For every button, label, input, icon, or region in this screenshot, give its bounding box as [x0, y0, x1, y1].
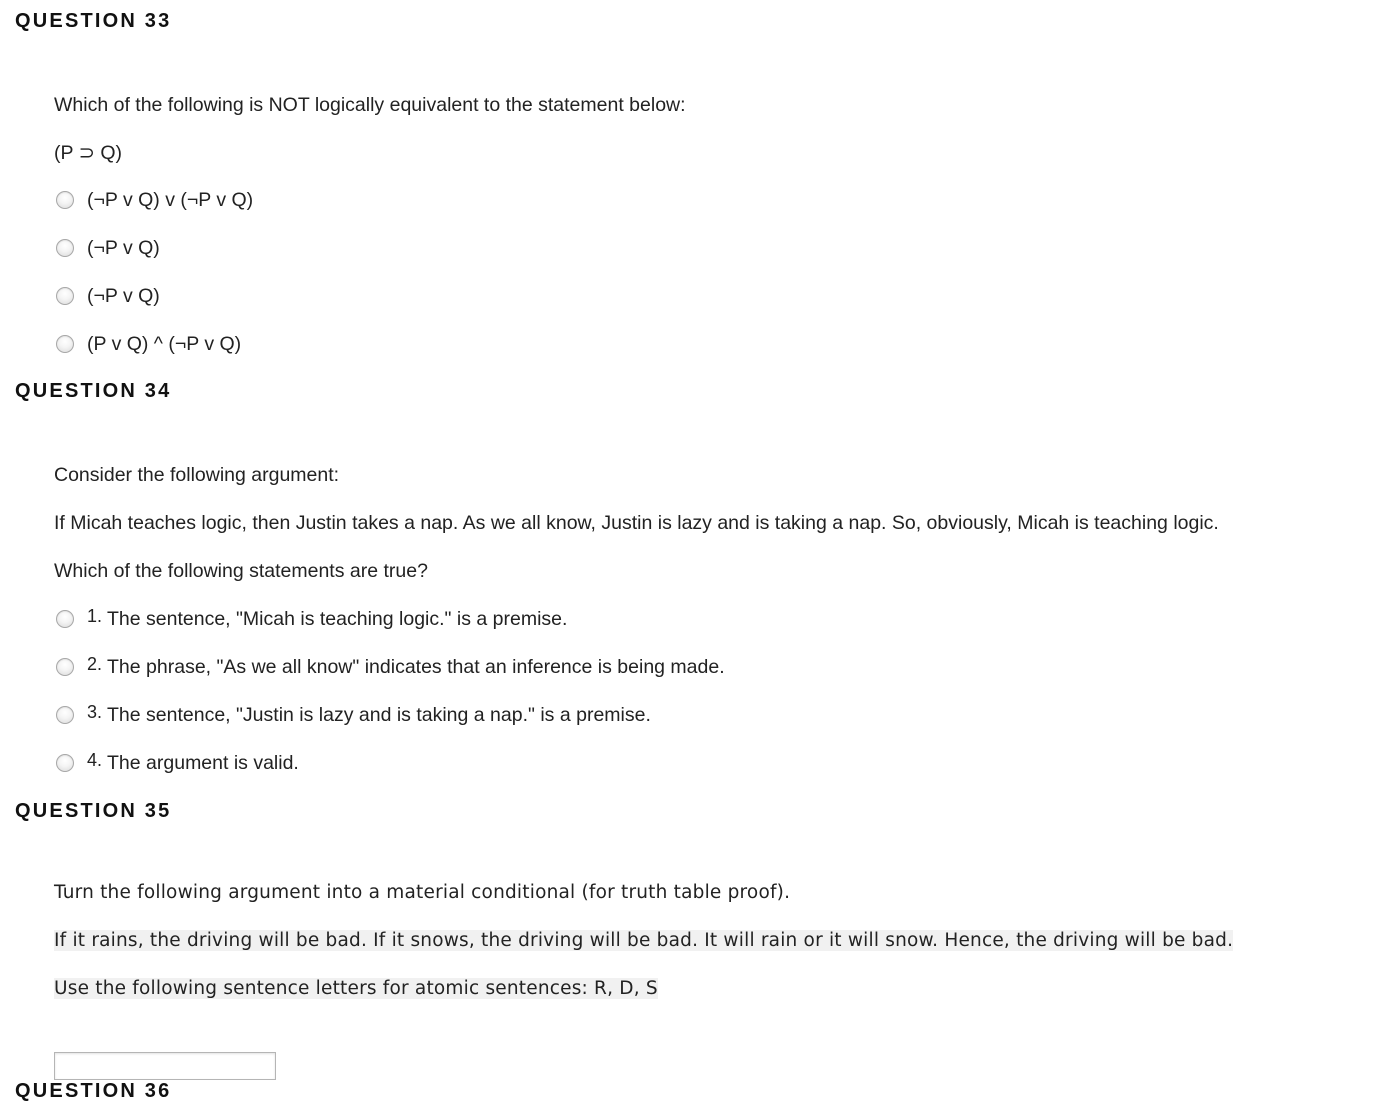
- question-34-option-2[interactable]: [56, 653, 725, 681]
- question-33-option-1[interactable]: [56, 186, 253, 214]
- question-34-intro: Consider the following argument:: [54, 464, 340, 486]
- option-number: 4.: [87, 749, 103, 770]
- question-34-option-3[interactable]: [56, 701, 651, 729]
- radio-button[interactable]: [56, 239, 74, 257]
- option-label: The argument is valid.: [107, 751, 299, 774]
- question-33-option-3[interactable]: [56, 282, 160, 310]
- radio-button[interactable]: [56, 610, 74, 628]
- question-36-heading: QUESTION 36: [15, 1080, 172, 1102]
- question-33-option-2[interactable]: [56, 234, 160, 262]
- option-label: The phrase, "As we all know" indicates that an inference is being made.: [107, 655, 725, 678]
- option-label: (P v Q) ^ (¬P v Q): [87, 332, 242, 355]
- option-label: (¬P v Q): [87, 236, 160, 259]
- option-label: (¬P v Q): [87, 284, 160, 307]
- radio-button[interactable]: [56, 287, 74, 305]
- instruction-text: Use the following sentence letters for atomic sentences: R, D, S: [54, 978, 658, 999]
- question-34-option-4[interactable]: [56, 749, 299, 777]
- question-34-option-1[interactable]: [56, 605, 567, 633]
- radio-button[interactable]: [56, 706, 74, 724]
- radio-button[interactable]: [56, 335, 74, 353]
- question-33-prompt: Which of the following is NOT logically equivalent to the statement below:: [54, 94, 686, 116]
- option-label: The sentence, "Micah is teaching logic." is a premise.: [107, 607, 568, 630]
- radio-button[interactable]: [56, 658, 74, 676]
- option-label: The sentence, "Justin is lazy and is taking a nap." is a premise.: [107, 703, 651, 726]
- radio-button[interactable]: [56, 754, 74, 772]
- question-34-heading: QUESTION 34: [15, 380, 172, 402]
- option-number: 2.: [87, 653, 103, 674]
- option-number: 1.: [87, 605, 103, 626]
- radio-button[interactable]: [56, 191, 74, 209]
- option-number: 3.: [87, 701, 103, 722]
- question-33-heading: QUESTION 33: [15, 10, 172, 32]
- question-35-answer-input[interactable]: [54, 1052, 276, 1080]
- argument-text: If it rains, the driving will be bad. If it snows, the driving will be bad. It will rain or it will snow. Hence, the driving will be bad.: [54, 930, 1234, 951]
- question-34-prompt: Which of the following statements are true?: [54, 560, 428, 582]
- question-34-argument: If Micah teaches logic, then Justin takes a nap. As we all know, Justin is lazy and is taking a nap. So, obviously, Micah is teaching logic.: [54, 512, 1219, 534]
- question-35-instruction: [54, 976, 658, 1002]
- question-35-heading: QUESTION 35: [15, 800, 172, 822]
- question-33-statement: (P ⊃ Q): [54, 142, 122, 164]
- question-33-option-4[interactable]: [56, 330, 241, 358]
- question-35-prompt: Turn the following argument into a material conditional (for truth table proof).: [54, 882, 791, 903]
- option-label: (¬P v Q) v (¬P v Q): [87, 188, 254, 211]
- question-35-argument: [54, 928, 1233, 954]
